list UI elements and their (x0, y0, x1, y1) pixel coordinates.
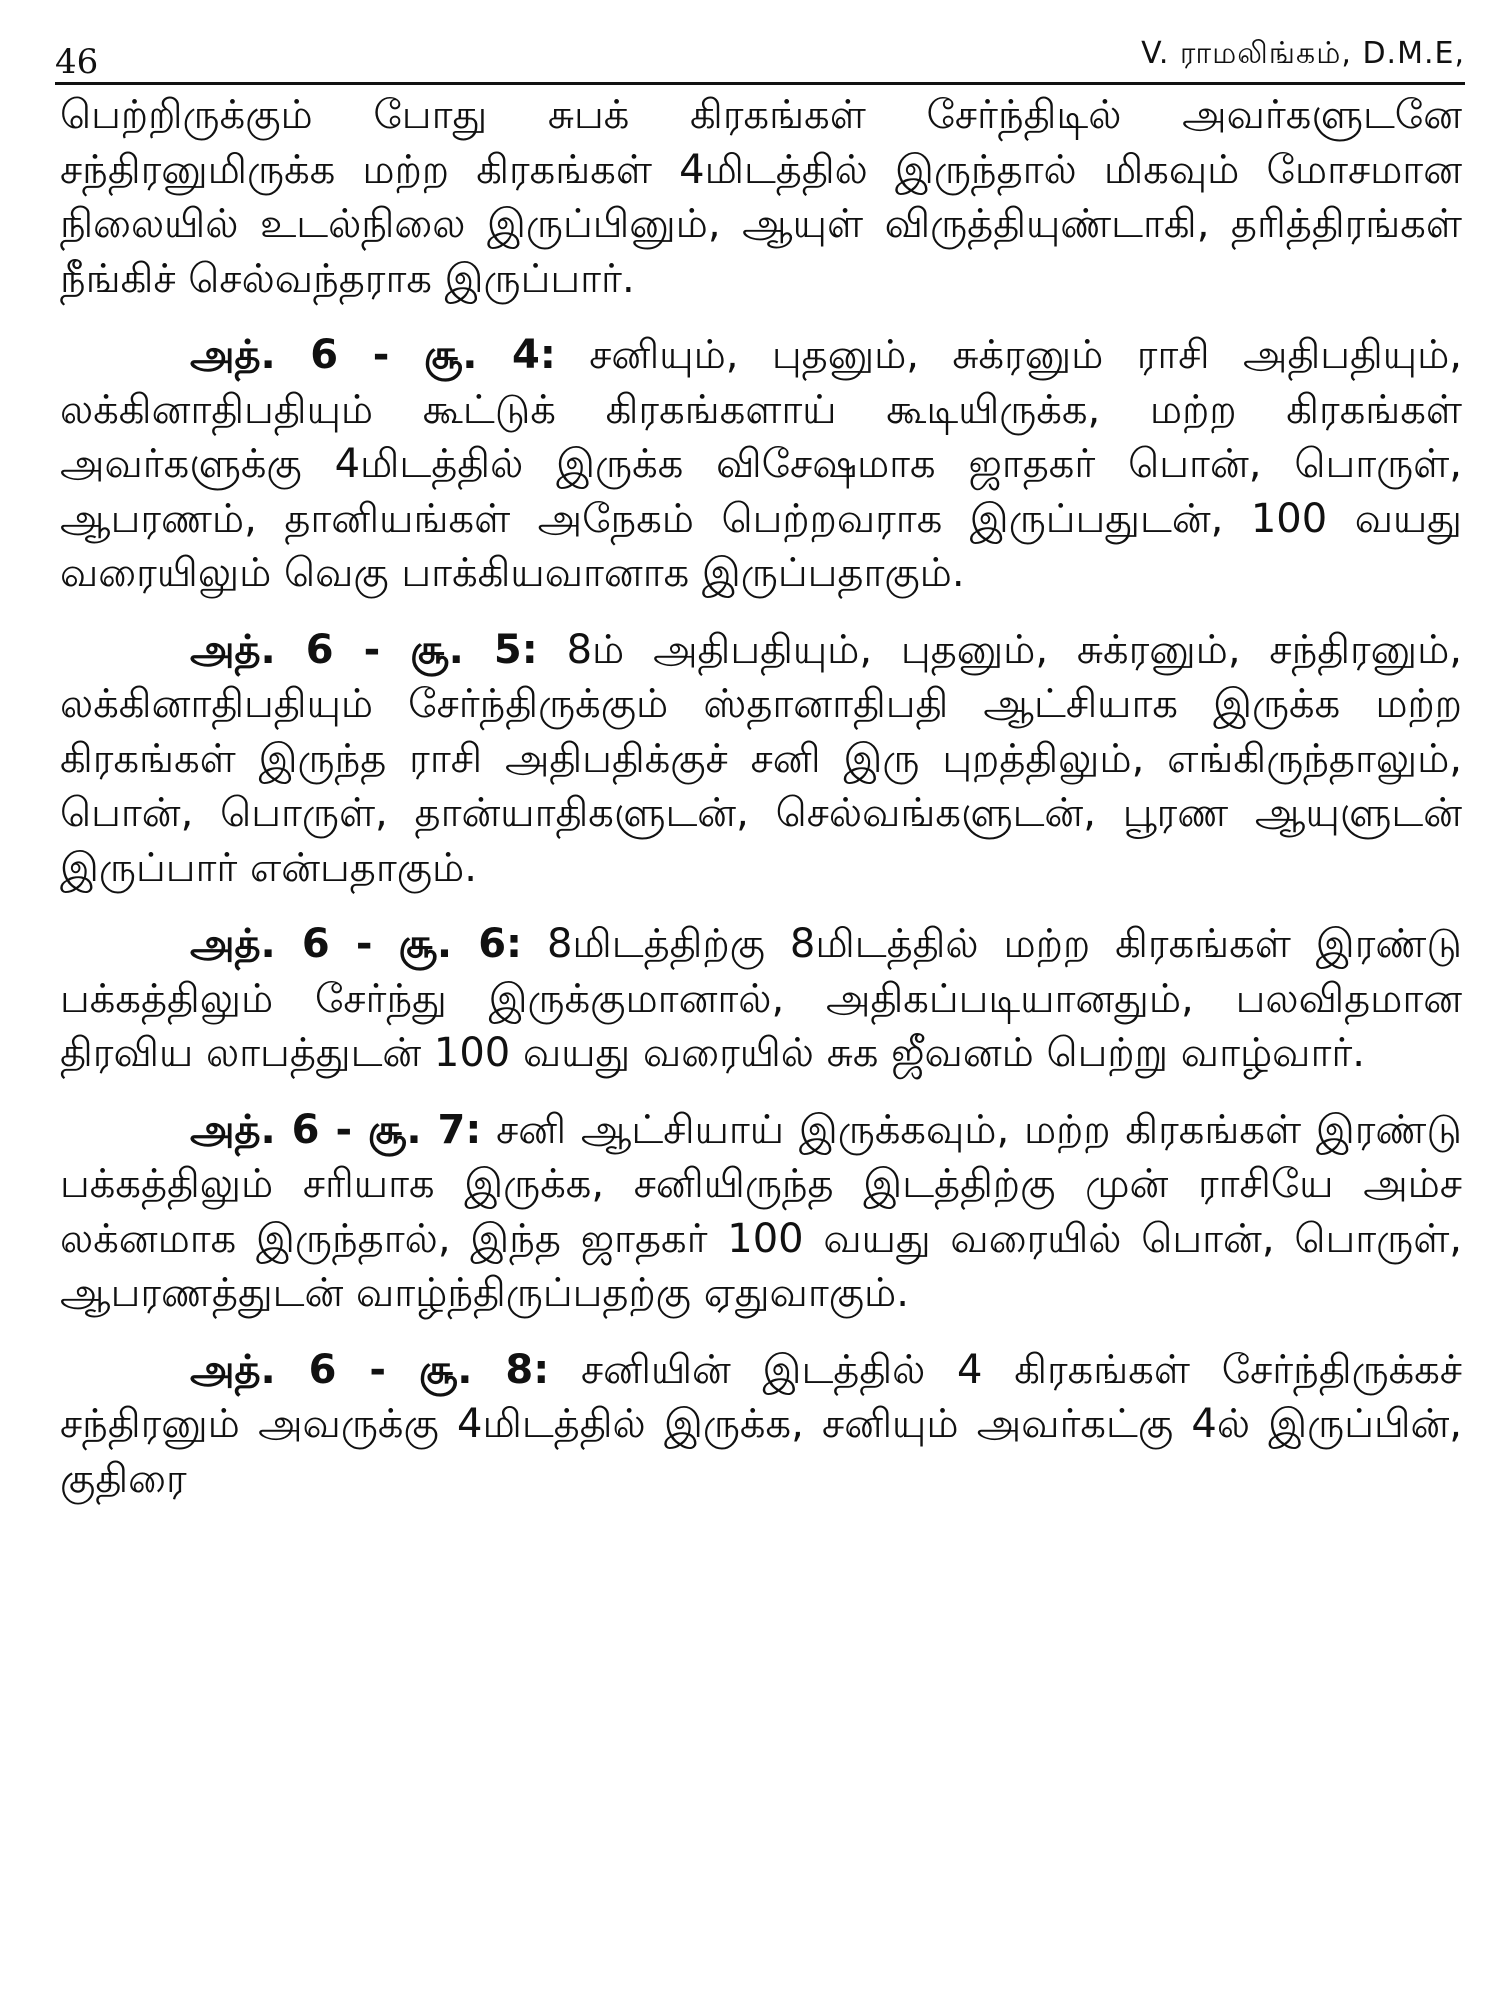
paragraph-text: சனியின் இடத்தில் 4 கிரகங்கள் சேர்ந்திருக்கச் சந்திரனும் அவருக்கு 4மிடத்தில் இருக்க, சனியும் அவர்கட்கு 4ல் இருப்பின், குதிரை (60, 1346, 1462, 1502)
page-body (60, 88, 1462, 1528)
sutra-reference: அத். 6 - சூ. 7: (190, 1106, 482, 1153)
page-number: 46 (55, 42, 99, 82)
paragraph-sutra-6 (60, 917, 1462, 1081)
sutra-reference: அத். 6 - சூ. 5: (190, 626, 538, 673)
paragraph-text: பெற்றிருக்கும் போது சுபக் கிரகங்கள் சேர்ந்திடில் அவர்களுடனே சந்திரனுமிருக்க மற்ற கிரகங்கள் 4மிடத்தில் இருந்தால் மிகவும் மோசமான நிலையில் உடல்நிலை இருப்பினும், ஆயுள் விருத்தியுண்டாகி, தரித்திரங்கள் நீங்கிச் செல்வந்தராக இருப்பார். (60, 92, 1462, 302)
page-header (55, 32, 1465, 85)
running-head-author: V. ராமலிங்கம், D.M.E, (1141, 36, 1465, 71)
paragraph-text: 8மிடத்திற்கு 8மிடத்தில் மற்ற கிரகங்கள் இரண்டு பக்கத்திலும் சேர்ந்து இருக்குமானால், அதிகப்படியானதும், பலவிதமான திரவிய லாபத்துடன் 100 வயது வரையில் சுக ஜீவனம் பெற்று வாழ்வார். (60, 921, 1462, 1076)
paragraph-sutra-5 (60, 623, 1462, 896)
paragraph-text: 8ம் அதிபதியும், புதனும், சுக்ரனும், சந்திரனும், லக்கினாதிபதியும் சேர்ந்திருக்கும் ஸ்தானாதிபதி ஆட்சியாக இருக்க மற்ற கிரகங்கள் இருந்த ராசி அதிபதிக்குச் சனி இரு புறத்திலும், எங்கிருந்தாலும், பொன், பொருள், தான்யாதிகளுடன், செல்வங்களுடன், பூரண ஆயுளுடன் இருப்பார் என்பதாகும். (60, 626, 1462, 891)
paragraph-sutra-7 (60, 1103, 1462, 1321)
sutra-reference: அத். 6 - சூ. 4: (190, 332, 556, 378)
sutra-reference: அத். 6 - சூ. 8: (190, 1346, 550, 1393)
paragraph-sutra-4 (60, 328, 1462, 601)
paragraph-text: சனி ஆட்சியாய் இருக்கவும், மற்ற கிரகங்கள் இரண்டு பக்கத்திலும் சரியாக இருக்க, சனியிருந்த இடத்திற்கு முன் ராசியே அம்ச லக்னமாக இருந்தால், இந்த ஜாதகர் 100 வயது வரையில் பொன், பொருள், ஆபரணத்துடன் வாழ்ந்திருப்பதற்கு ஏதுவாகும். (60, 1106, 1463, 1316)
paragraph-text: சனியும், புதனும், சுக்ரனும் ராசி அதிபதியும், லக்கினாதிபதியும் கூட்டுக் கிரகங்களாய் கூடியிருக்க, மற்ற கிரகங்கள் அவர்களுக்கு 4மிடத்தில் இருக்க விசேஷமாக ஜாதகர் பொன், பொருள், ஆபரணம், தானியங்கள் அநேகம் பெற்றவராக இருப்பதுடன், 100 வயது வரையிலும் வெகு பாக்கியவானாக இருப்பதாகும். (60, 332, 1462, 596)
paragraph-continued (60, 88, 1462, 306)
sutra-reference: அத். 6 - சூ. 6: (190, 921, 523, 967)
paragraph-sutra-8 (60, 1343, 1462, 1507)
